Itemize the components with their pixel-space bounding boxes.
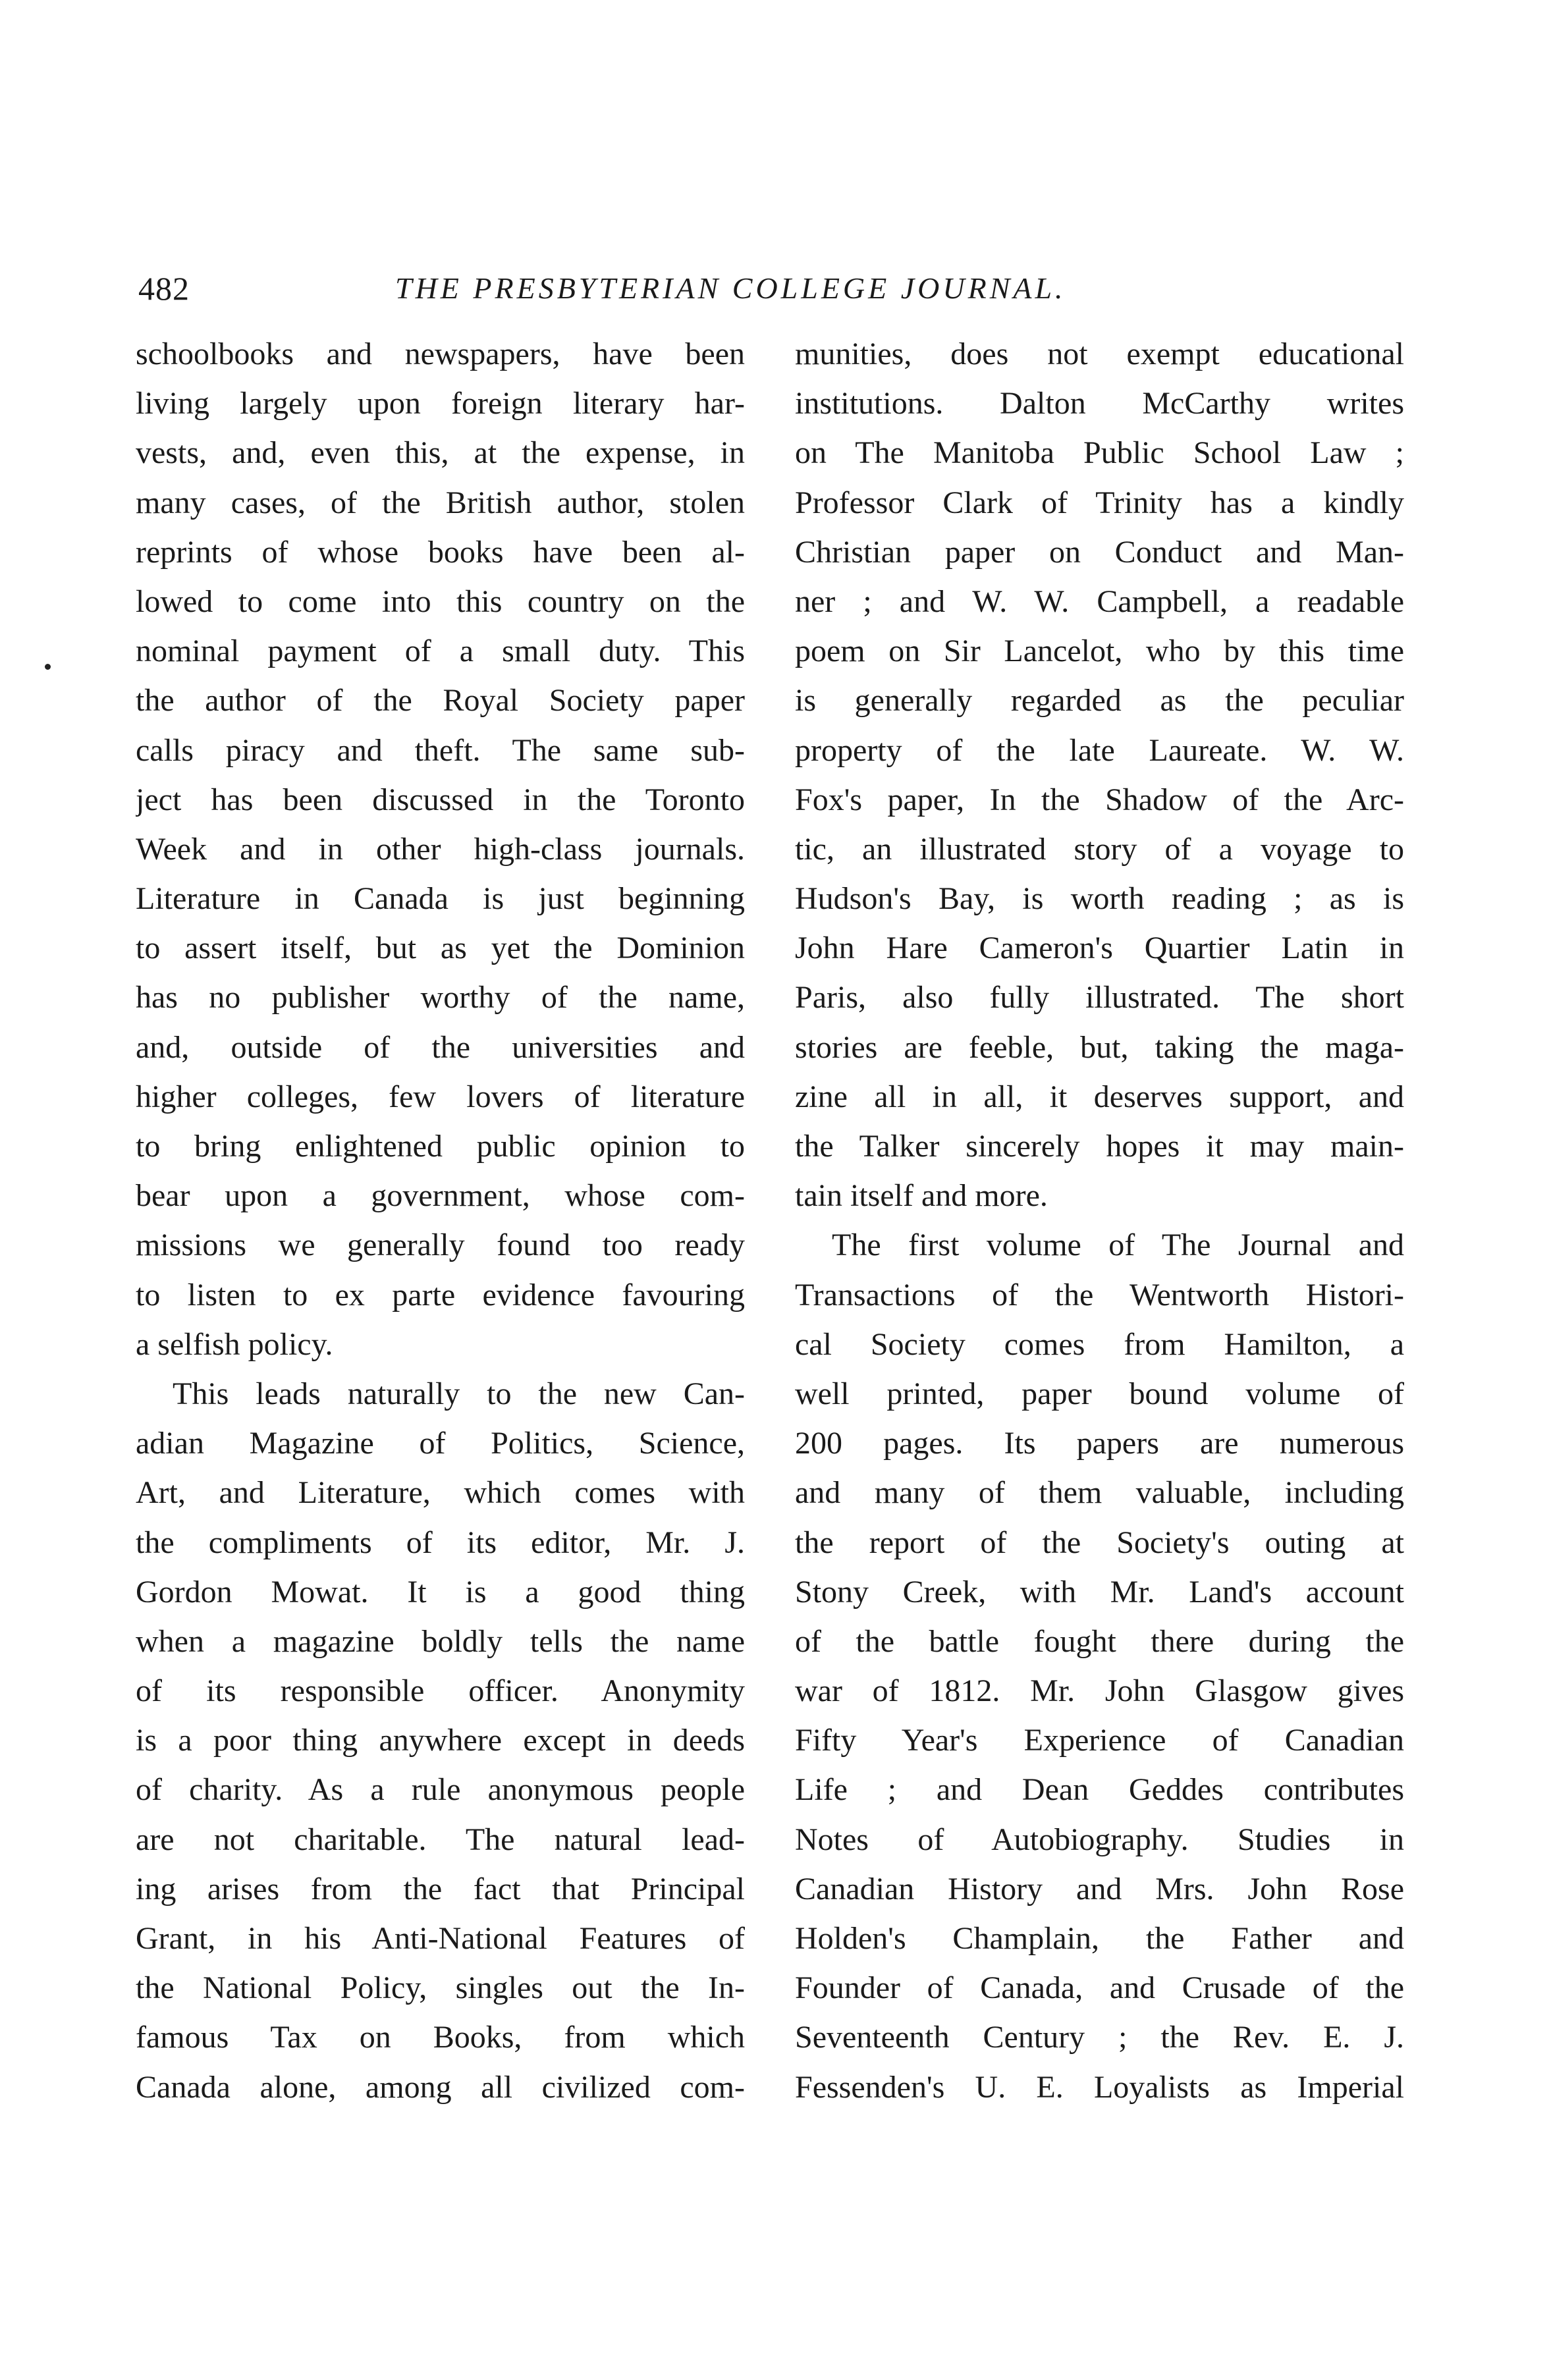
text-line: Paris, also fully illustrated. The short xyxy=(795,980,1404,1015)
text-line: stories are feeble, but, taking the maga- xyxy=(795,1029,1404,1065)
text-line: the author of the Royal Society paper xyxy=(136,683,745,718)
text-line: Hudson's Bay, is worth reading ; as is xyxy=(795,881,1404,917)
text-line: has no publisher worthy of the name, xyxy=(136,980,745,1015)
paragraph-start-line: The first volume of The Journal and xyxy=(832,1228,1404,1263)
text-line: to bring enlightened public opinion to xyxy=(136,1129,745,1164)
text-line: Grant, in his Anti-National Features of xyxy=(136,1921,745,1956)
text-line: well printed, paper bound volume of xyxy=(795,1376,1404,1411)
text-line: when a magazine boldly tells the name xyxy=(136,1623,745,1659)
text-line: to assert itself, but as yet the Dominion xyxy=(136,931,745,966)
text-line: adian Magazine of Politics, Science, xyxy=(136,1426,745,1461)
text-line: Life ; and Dean Geddes contributes xyxy=(795,1772,1404,1808)
text-line: Seventeenth Century ; the Rev. E. J. xyxy=(795,2020,1404,2055)
text-line: Christian paper on Conduct and Man- xyxy=(795,534,1404,570)
text-line: of the battle fought there during the xyxy=(795,1623,1404,1659)
text-line: calls piracy and theft. The same sub- xyxy=(136,732,745,768)
text-line: is a poor thing anywhere except in deeds xyxy=(136,1723,745,1758)
paragraph-start-line: This leads naturally to the new Can- xyxy=(173,1376,745,1411)
text-line: bear upon a government, whose com- xyxy=(136,1178,745,1214)
text-line: ject has been discussed in the Toronto xyxy=(136,782,745,817)
running-head: THE PRESBYTERIAN COLLEGE JOURNAL. xyxy=(395,271,1066,305)
text-line: the Talker sincerely hopes it may main- xyxy=(795,1129,1404,1164)
text-line: poem on Sir Lancelot, who by this time xyxy=(795,634,1404,669)
text-line: Founder of Canada, and Crusade of the xyxy=(795,1970,1404,2006)
text-line: tic, an illustrated story of a voyage to xyxy=(795,831,1404,867)
text-line: on The Manitoba Public School Law ; xyxy=(795,435,1404,471)
text-line: are not charitable. The natural lead- xyxy=(136,1822,745,1857)
text-line: and, outside of the universities and xyxy=(136,1029,745,1065)
text-line: Week and in other high-class journals. xyxy=(136,831,745,867)
text-line: missions we generally found too ready xyxy=(136,1228,745,1263)
paragraph-end-line: tain itself and more. xyxy=(795,1178,1048,1214)
text-line: of its responsible officer. Anonymity xyxy=(136,1673,745,1709)
text-line: Canadian History and Mrs. John Rose xyxy=(795,1871,1404,1907)
text-line: munities, does not exempt educational xyxy=(795,337,1404,371)
text-line: nominal payment of a small duty. This xyxy=(136,634,745,669)
text-line: war of 1812. Mr. John Glasgow gives xyxy=(795,1673,1404,1709)
text-line: lowed to come into this country on the xyxy=(136,583,745,619)
text-line: the compliments of its editor, Mr. J. xyxy=(136,1525,745,1560)
text-line: Holden's Champlain, the Father and xyxy=(795,1921,1404,1956)
text-line: living largely upon foreign literary har- xyxy=(136,386,745,421)
text-line: higher colleges, few lovers of literature xyxy=(136,1079,745,1114)
text-line: reprints of whose books have been al- xyxy=(136,534,745,570)
text-line: is generally regarded as the peculiar xyxy=(795,683,1404,718)
text-line: 200 pages. Its papers are numerous xyxy=(795,1426,1404,1461)
text-line: John Hare Cameron's Quartier Latin in xyxy=(795,931,1404,966)
text-line: ing arises from the fact that Principal xyxy=(136,1871,745,1907)
text-line: zine all in all, it deserves support, and xyxy=(795,1079,1404,1114)
text-line: of charity. As a rule anonymous people xyxy=(136,1772,745,1808)
text-line: Fessenden's U. E. Loyalists as Imperial xyxy=(795,2069,1404,2105)
text-line: Fifty Year's Experience of Canadian xyxy=(795,1723,1404,1758)
text-line: cal Society comes from Hamilton, a xyxy=(795,1326,1404,1362)
paragraph-end-line: a selfish policy. xyxy=(136,1326,333,1362)
page-number: 482 xyxy=(138,270,190,307)
text-line: Stony Creek, with Mr. Land's account xyxy=(795,1574,1404,1609)
text-line: famous Tax on Books, from which xyxy=(136,2020,745,2055)
text-line: Fox's paper, In the Shadow of the Arc- xyxy=(795,782,1404,817)
text-line: vests, and, even this, at the expense, in xyxy=(136,435,745,471)
text-line: Art, and Literature, which comes with xyxy=(136,1475,745,1511)
text-line: Gordon Mowat. It is a good thing xyxy=(136,1574,745,1609)
text-line: Transactions of the Wentworth Histori- xyxy=(795,1277,1404,1312)
text-line: property of the late Laureate. W. W. xyxy=(795,732,1404,768)
text-line: the National Policy, singles out the In- xyxy=(136,1970,745,2006)
text-line: Literature in Canada is just beginning xyxy=(136,881,745,917)
text-line: and many of them valuable, including xyxy=(795,1475,1404,1511)
text-line: many cases, of the British author, stolen xyxy=(136,485,745,520)
text-line: to listen to ex parte evidence favouring xyxy=(136,1277,745,1312)
text-line: Professor Clark of Trinity has a kindly xyxy=(795,485,1404,520)
text-line: institutions. Dalton McCarthy writes xyxy=(795,386,1404,421)
text-line: ner ; and W. W. Campbell, a readable xyxy=(795,583,1404,619)
ink-speck xyxy=(45,664,51,670)
right-column xyxy=(795,329,1404,2112)
text-line: schoolbooks and newspapers, have been xyxy=(136,337,745,371)
text-line: the report of the Society's outing at xyxy=(795,1525,1404,1560)
left-column xyxy=(136,329,745,2112)
text-line: Notes of Autobiography. Studies in xyxy=(795,1822,1404,1857)
text-line: Canada alone, among all civilized com- xyxy=(136,2069,745,2105)
